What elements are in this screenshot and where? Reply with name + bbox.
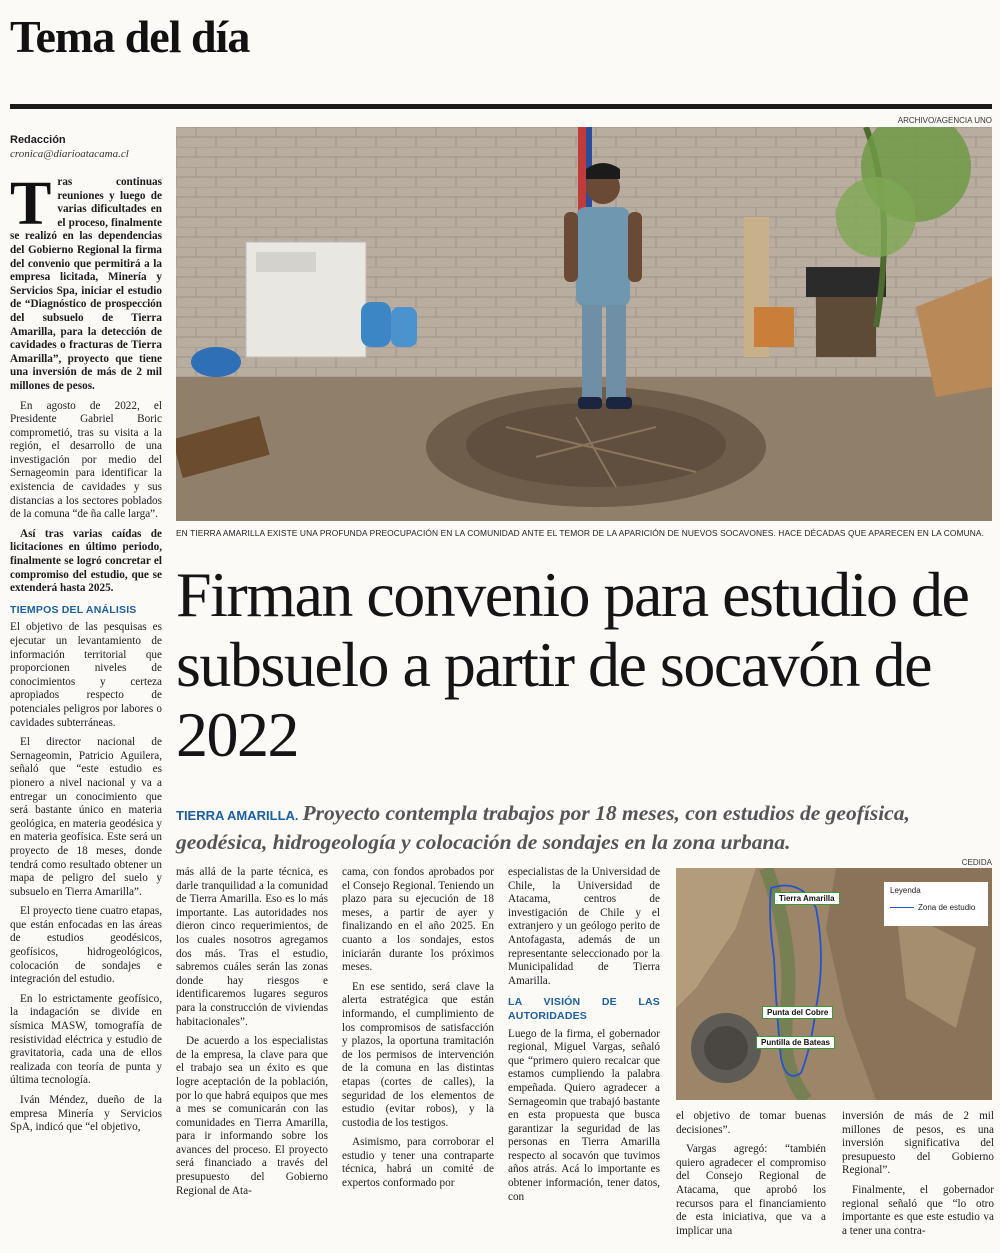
headline: Firman convenio para estudio de subsuelo a partir de socavón de 2022 xyxy=(176,559,969,770)
paragraph: cama, con fondos aprobados por el Consejo Regional. Teniendo un plazo para su ejecución de 18 meses, a partir de ayer y finalizando en el año 2025. En cuanto a los sondajes, estos iniciarán durante los próximos meses. xyxy=(342,866,494,974)
photo-caption: EN TIERRA AMARILLA EXISTE UNA PROFUNDA PREOCUPACIÓN EN LA COMUNIDAD ANTE EL TEMOR DE LA APARICIÓN DE NUEVOS SOCAVONES. HACE DÉCADAS QUE APARECEN EN LA COMUNA. xyxy=(176,528,985,538)
paragraph: especialistas de la Universidad de Chile, la Universidad de Atacama, centros de investigación de Chile y el extranjero y un geólogo perito de Antofagasta, además de un representante seleccionado por la Municipalidad de Tierra Amarilla. xyxy=(508,866,660,987)
byline xyxy=(10,134,165,160)
article-column-1 xyxy=(10,176,162,1246)
map-credit: CEDIDA xyxy=(961,858,992,867)
paragraph: El objetivo de las pesquisas es ejecutar un levantamiento de información territorial que proporcionen niveles de conocimientos y certeza apropiados respecto de potenciales peligros por labores o cavidades subterráneas. xyxy=(10,621,162,729)
article-column-5 xyxy=(676,1110,826,1250)
paragraph: El director nacional de Sernageomin, Patricio Aguilera, señaló que “este estudio es pionero a nivel nacional y va a entregar un conocimiento que será bastante único en materia geológica, en materia geodésica y en materia geofísica. Este será un proyecto de 18 meses, donde tendrá como resultado obtener un mapa de peligro del suelo y subsuelo en Tierra Amarilla”. xyxy=(10,736,162,898)
paragraph: Así tras varias caídas de licitaciones en último periodo, finalmente se logró concretar el compromiso del estudio, que se extenderá hasta 2025. xyxy=(10,527,162,595)
byline-email: cronica@diarioatacama.cl xyxy=(10,148,129,160)
legend-title: Leyenda xyxy=(890,886,921,895)
paragraph: Asimismo, para corroborar el estudio y tener una contraparte técnica, habrá un comité de expertos conformado por xyxy=(342,1136,494,1190)
paragraph: Vargas agregó: “también quiero agradecer el compromiso del Consejo Regional de Atacama, que aprobó los recursos para el financiamiento de esta iniciativa, que va a implicar una xyxy=(676,1143,826,1237)
article-column-3 xyxy=(342,866,494,1250)
subheading-tiempos: TIEMPOS DEL ANÁLISIS xyxy=(10,603,137,616)
legend-line-icon xyxy=(890,907,914,908)
map-label-punta-del-cobre: Punta del Cobre xyxy=(762,1006,833,1019)
photo-credit: ARCHIVO/AGENCIA UNO xyxy=(897,116,992,125)
paragraph: De acuerdo a los especialistas de la empresa, la clave para que el trabajo sea un éxito es que logre aceptación de la población, por lo que habrá equipos que mes a mes se comunicarán con las comunidades en Tierra Amarilla, para ir informando sobre los avances del proceso. El proyecto será financiado a través del presupuesto del Gobierno Regional de Ata- xyxy=(176,1035,328,1197)
legend-item: Zona de estudio xyxy=(890,903,982,912)
paragraph: Finalmente, el gobernador regional señaló que “lo otro importante es que este estudio va a tener una contra- xyxy=(842,1183,994,1237)
byline-author: Redacción xyxy=(10,134,66,146)
article-column-4 xyxy=(508,866,660,1250)
lead-paragraph xyxy=(10,176,162,394)
drop-cap: T xyxy=(10,176,52,238)
article-column-2 xyxy=(176,866,328,1250)
section-title: Tema del día xyxy=(10,11,250,62)
article-column-6 xyxy=(842,1110,994,1250)
paragraph: Iván Méndez, dueño de la empresa Minería y Servicios SpA, indicó que “el objetivo, xyxy=(10,1094,162,1134)
paragraph: En ese sentido, será clave la alerta estratégica que están informando, el cumplimiento de los compromisos de satisfacción y plazos, la oportuna tramitación de los permisos de intervención de la comuna en las distintas etapas (cortes de calles), la seguridad de los elementos de estudio (evitar robos), y la custodia de los testigos. xyxy=(342,980,494,1129)
paragraph: más allá de la parte técnica, es darle tranquilidad a la comunidad de Tierra Amarilla. Eso es lo más importante. Las autoridades nos dieron cinco requerimientos, de los cuales nosotros agregamos dos más. Tras el estudio, sabremos cuáles serán las zonas donde hay riesgos e identificaremos lugares seguros para la construcción de viviendas habitacionales”. xyxy=(176,866,328,1028)
map-label-tierra-amarilla: Tierra Amarilla xyxy=(774,892,840,905)
deck xyxy=(176,800,992,856)
deck-text: Proyecto contempla trabajos por 18 meses, con estudios de geofísica, geodésica, hidrogeología y colocación de sondajes en la zona urbana. xyxy=(176,801,910,854)
paragraph: Luego de la firma, el gobernador regional, Miguel Vargas, señaló que “primero quiero recalcar que estamos cumpliendo la palabra empeñada. Quiero agradecer a Sernageomin que trabajó bastante en esta propuesta que busca garantizar la seguridad de las personas en Tierra Amarilla respecto al socavón que tuvimos años atrás. Acá lo importante es obtener información, tener datos, con xyxy=(508,1027,660,1203)
paragraph: El proyecto tiene cuatro etapas, que están enfocadas en las áreas de estudios geodésicos, geofísicos, hidrogeológicos, colocación de sondajes e integración del estudio. xyxy=(10,905,162,986)
subheading-autoridades: LA VISIÓN DE LAS AUTORIDADES xyxy=(508,996,660,1022)
paragraph: el objetivo de tomar buenas decisiones”. xyxy=(676,1110,826,1136)
map-label-puntilla-de-bateas: Puntilla de Bateas xyxy=(756,1036,835,1049)
lead-text: ras continuas reuniones y luego de varias dificultades en el proceso, finalmente se realizó en las dependencias del Gobierno Regional la firma del convenio que permitirá a la empresa licitada, Minería y Servicios Spa, iniciar el estudio de “Diagnóstico de prospección del subsuelo de Tierra Amarilla, para la detección de cavidades o fracturas de Tierra Amarilla”, proyecto que tiene una inversión de más de 2 mil millones de pesos. xyxy=(10,176,162,392)
deck-kicker: TIERRA AMARILLA. xyxy=(176,808,299,823)
map-legend xyxy=(884,882,988,926)
top-rule xyxy=(10,104,992,109)
paragraph: inversión de más de 2 mil millones de pesos, es una inversión significativa del presupuesto del Gobierno Regional”. xyxy=(842,1110,994,1177)
paragraph: En agosto de 2022, el Presidente Gabriel Boric comprometió, tras su visita a la región, el desarrollo de una investigación por medio del Sernageomin para identificar la existencia de cavidades y sus distancias a los sectores poblados de la comuna “de ña calle larga”. xyxy=(10,399,162,521)
photo-illustration xyxy=(176,127,992,521)
study-area-map xyxy=(676,868,992,1100)
paragraph: En lo estrictamente geofísico, la indagación se divide en sísmica MASW, tomografía de resistividad eléctrica y estudio de gravitatoria, cada una de ellos realizada con teoría de punta y última tecnología. xyxy=(10,992,162,1087)
main-photo xyxy=(176,127,992,521)
